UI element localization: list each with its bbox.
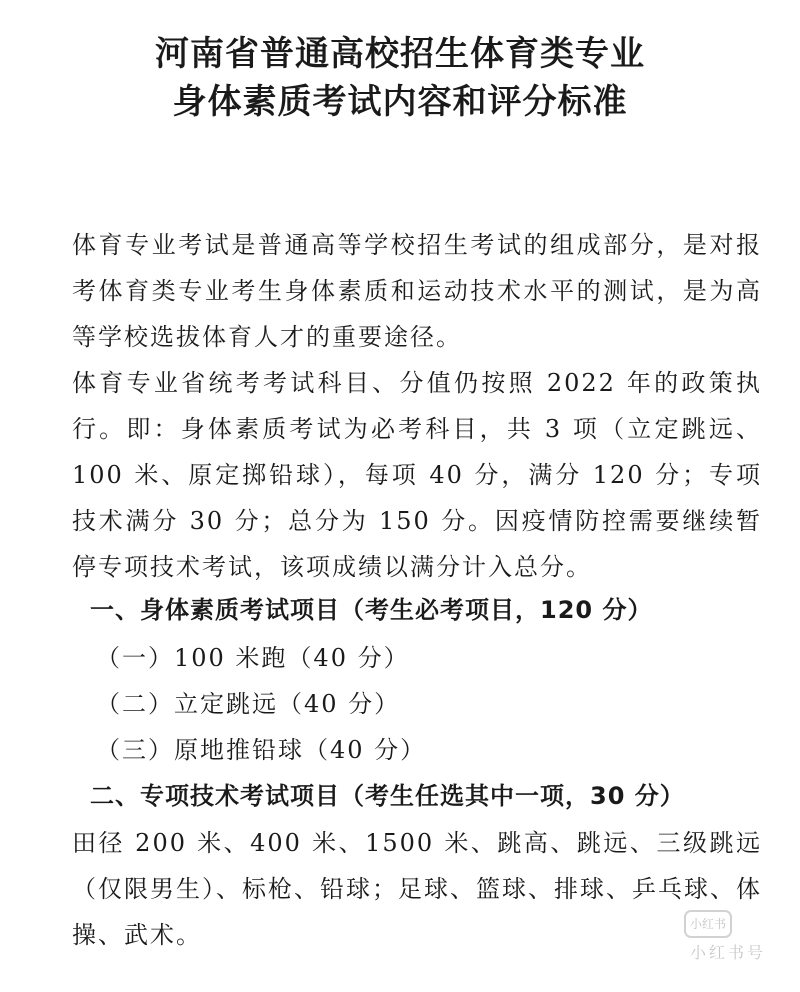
section-2-body-text: 田径 200 米、400 米、1500 米、跳高、跳远、三级跳远（仅限男生）、标枪、铅球；足球、篮球、排球、乒乓球、体操、武术。 [72, 829, 762, 949]
section-1-item-2: （二）立定跳远（40 分） [96, 690, 401, 718]
section-1-item-1: （一）100 米跑（40 分） [96, 644, 410, 672]
intro-paragraph-text: 体育专业考试是普通高等学校招生考试的组成部分，是对报考体育类专业考生身体素质和运动技术水平的测试，是为高等学校选拔体育人才的重要途径。 [72, 231, 762, 351]
policy-paragraph [72, 360, 762, 590]
intro-paragraph [72, 222, 762, 360]
watermark [670, 904, 766, 968]
section-1-item-3: （三）原地推铅球（40 分） [96, 736, 427, 764]
watermark-logo-icon: 小红书 [684, 910, 732, 938]
policy-paragraph-text: 体育专业省统考考试科目、分值仍按照 2022 年的政策执行。即：身体素质考试为必考科目，共 3 项（立定跳远、100 米、原定掷铅球），每项 40 分，满分 120 分；专项技术满分 30 分；总分为 150 分。因疫情防控需要继续暂停专项技术考试，该项成绩以满分计入总分。 [72, 369, 762, 581]
watermark-text: 小红书号 [689, 943, 766, 962]
section-2-heading: 二、专项技术考试项目（考生任选其中一项，30 分） [90, 782, 685, 810]
section-2-body [72, 820, 762, 958]
document-title-line-2: 身体素质考试内容和评分标准 [172, 82, 628, 122]
document-title-line-1: 河南省普通高校招生体育类专业 [155, 34, 645, 74]
section-1-heading: 一、身体素质考试项目（考生必考项目，120 分） [90, 596, 653, 624]
